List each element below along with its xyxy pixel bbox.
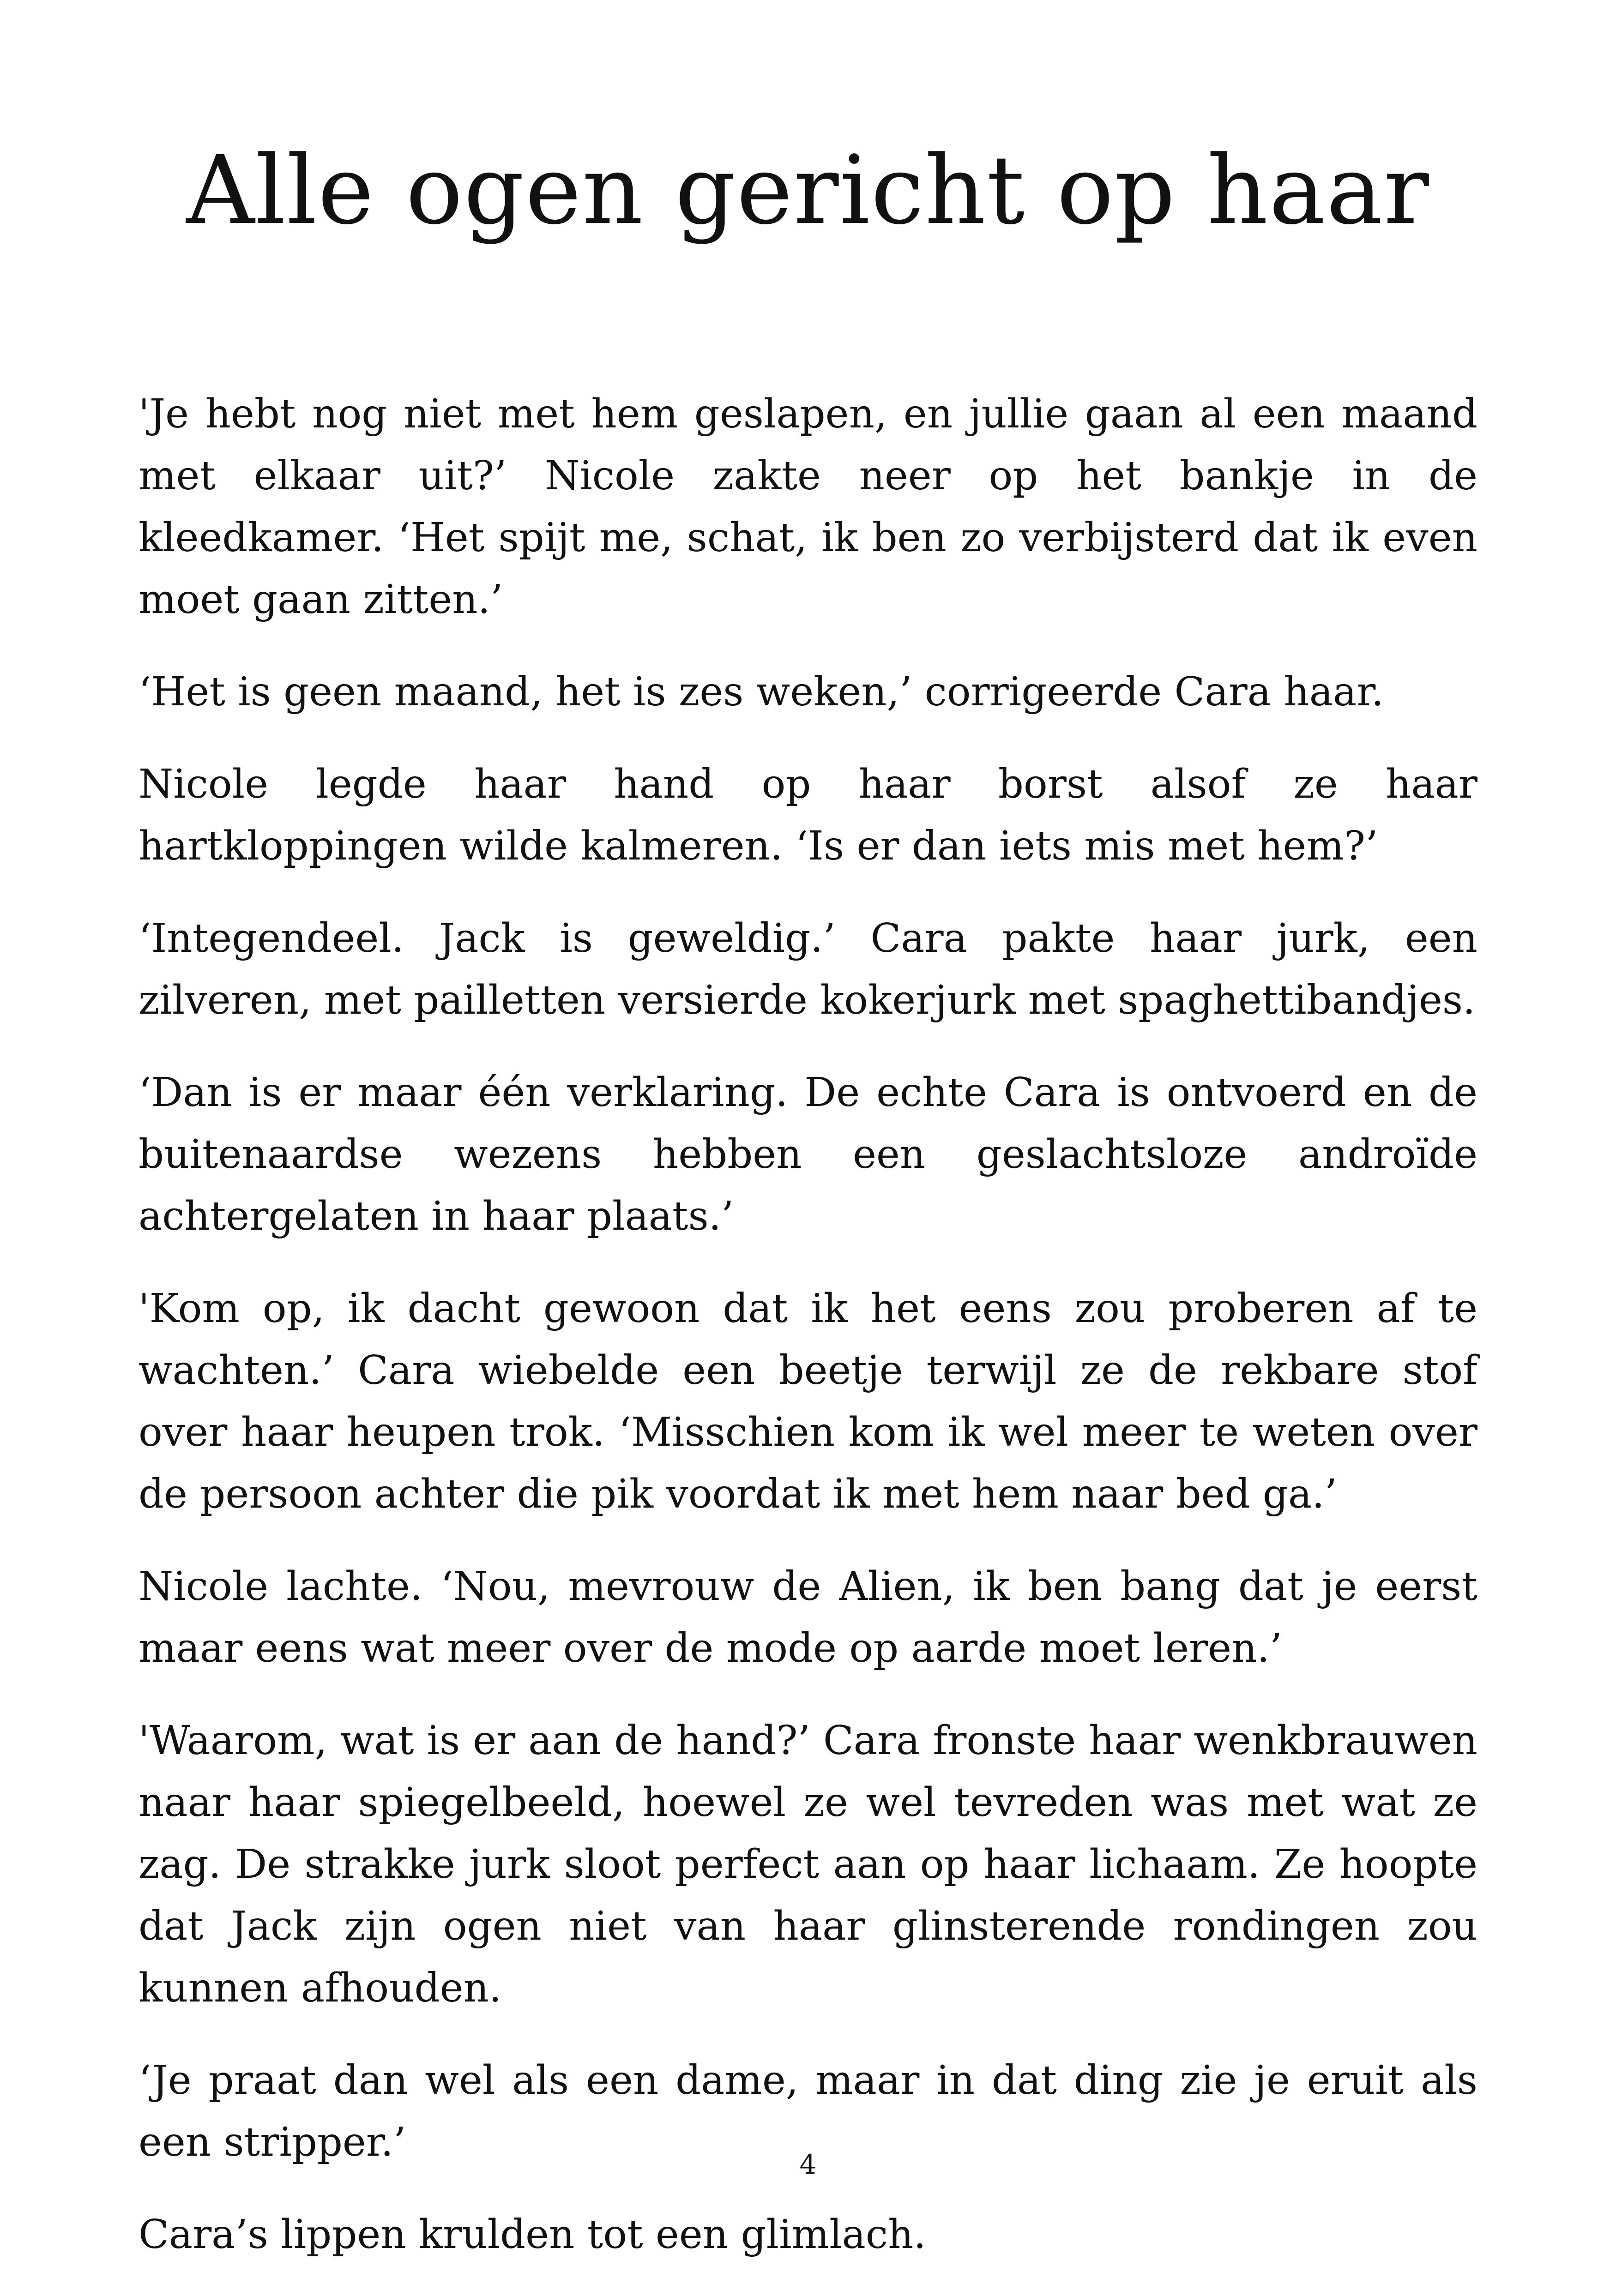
paragraph: Nicole lachte. ‘Nou, mevrouw de Alien, ik ben bang dat je eerst maar eens wat meer over de mode op aarde moet leren.’ [139,1563,1477,1671]
paragraph: Nicole legde haar hand op haar borst alsof ze haar hartkloppingen wilde kalmeren. ‘Is er dan iets mis met hem?’ [139,761,1477,869]
chapter-title: Alle ogen gericht op haar [186,136,1430,246]
paragraph: Cara’s lippen krulden tot een glimlach. [139,2212,926,2258]
chapter-body [139,383,1477,2296]
paragraph: ‘Het is geen maand, het is zes weken,’ corrigeerde Cara haar. [139,669,1384,715]
paragraph: 'Kom op, ik dacht gewoon dat ik het eens zou proberen af te wachten.’ Cara wiebelde een beetje terwijl ze de rekbare stof over haar heupen trok. ‘Misschien kom ik wel meer te weten over de persoon achter die pik voordat ik met hem naar bed ga.’ [139,1286,1477,1517]
page-number: 4 [799,2149,817,2180]
paragraph: 'Waarom, wat is er aan de hand?’ Cara fronste haar wenkbrauwen naar haar spiegelbeeld, hoewel ze wel tevreden was met wat ze zag. De strakke jurk sloot perfect aan op haar lichaam. Ze hoopte dat Jack zijn ogen niet van haar glinsterende rondingen zou kunnen afhouden. [139,1718,1477,2011]
paragraph: 'Je hebt nog niet met hem geslapen, en jullie gaan al een maand met elkaar uit?’ Nicole zakte neer op het bankje in de kleedkamer. ‘Het spijt me, schat, ik ben zo verbijsterd dat ik even moet gaan zitten.’ [139,391,1477,623]
paragraph: ‘Dan is er maar één verklaring. De echte Cara is ontvoerd en de buitenaardse wezens hebben een geslachtsloze androïde achtergelaten in haar plaats.’ [139,1070,1477,1239]
paragraph: ‘Integendeel. Jack is geweldig.’ Cara pakte haar jurk, een zilveren, met pailletten versierde kokerjurk met spaghettibandjes. [139,915,1477,1023]
paragraph: ‘Je praat dan wel als een dame, maar in dat ding zie je eruit als een stripper.’ [139,2057,1477,2165]
